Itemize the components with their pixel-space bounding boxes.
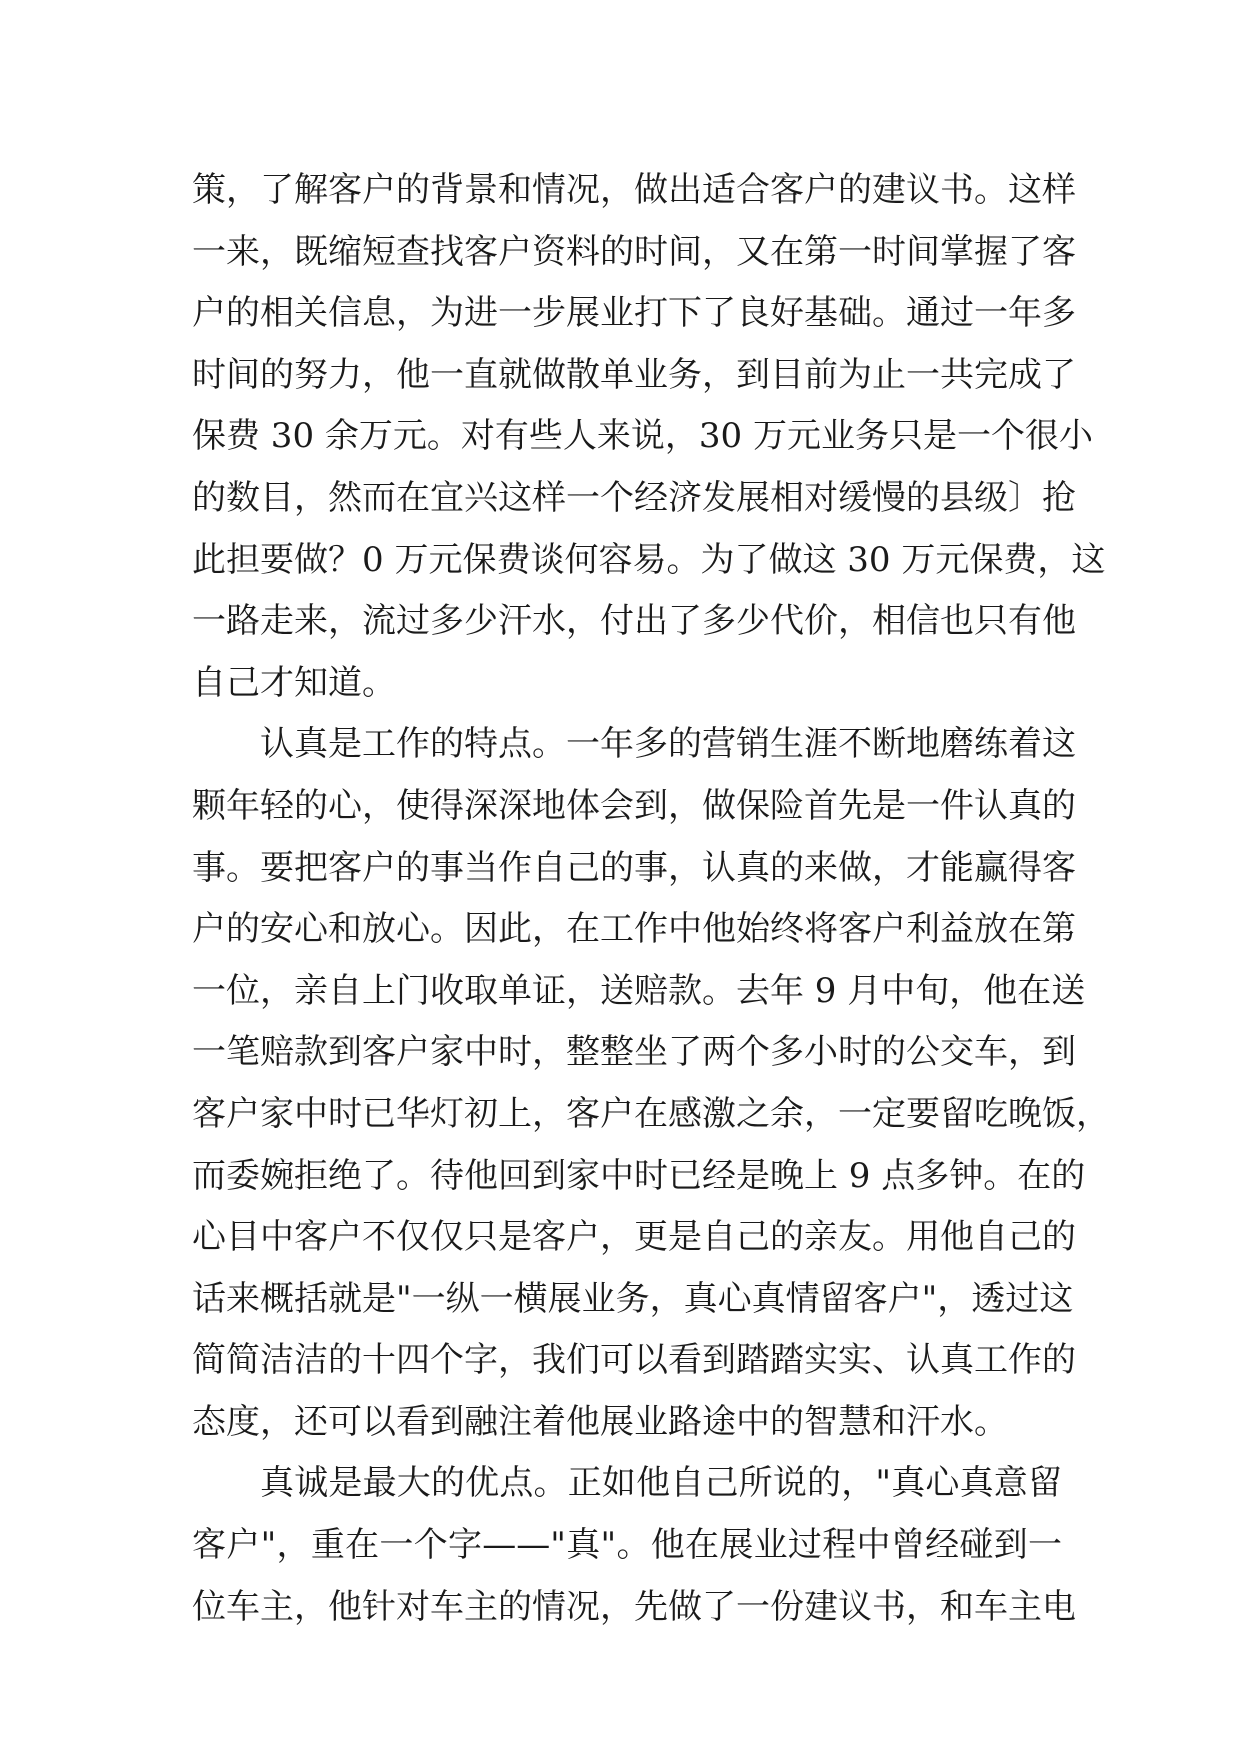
text-line: 客户家中时已华灯初上，客户在感激之余，一定要留吃晚饭， <box>192 1093 1110 1134</box>
text-line: 自己才知道。 <box>192 662 396 703</box>
text-line: 时间的努力，他一直就做散单业务，到目前为止一共完成了 <box>192 354 1076 395</box>
text-line: 位车主，他针对车主的情况，先做了一份建议书，和车主电 <box>192 1586 1076 1627</box>
text-line: 态度，还可以看到融注着他展业路途中的智慧和汗水。 <box>192 1401 1008 1442</box>
body-text <box>192 160 1110 1638</box>
text-line: 客户"，重在一个字——"真"。他在展业过程中曾经碰到一 <box>192 1525 1062 1566</box>
text-line: 一路走来，流过多少汗水，付出了多少代价，相信也只有他 <box>192 601 1076 642</box>
text-line: 一位，亲自上门收取单证，送赔款。去年 9 月中旬，他在送 <box>192 970 1086 1011</box>
paragraph <box>192 1453 1076 1638</box>
text-line: 话来概括就是"一纵一横展业务，真心真情留客户"，透过这 <box>192 1278 1074 1319</box>
text-line: 策，了解客户的背景和情况，做出适合客户的建议书。这样 <box>192 170 1076 210</box>
paragraph <box>192 160 1106 714</box>
text-line: 一来，既缩短查找客户资料的时间，又在第一时间掌握了客 <box>192 231 1076 272</box>
text-line: 户的安心和放心。因此，在工作中他始终将客户利益放在第 <box>192 909 1076 950</box>
text-line: 事。要把客户的事当作自己的事，认真的来做，才能赢得客 <box>192 847 1076 888</box>
text-line: 颗年轻的心，使得深深地体会到，做保险首先是一件认真的 <box>192 785 1076 826</box>
text-line: 保费 30 余万元。对有些人来说，30 万元业务只是一个很小 <box>192 416 1093 457</box>
paragraph <box>192 714 1110 1453</box>
text-line: 真诚是最大的优点。正如他自己所说的，"真心真意留 <box>260 1463 1062 1504</box>
text-line: 认真是工作的特点。一年多的营销生涯不断地磨练着这 <box>260 724 1076 765</box>
text-line: 心目中客户不仅仅只是客户，更是自己的亲友。用他自己的 <box>192 1217 1076 1258</box>
text-line: 户的相关信息，为进一步展业打下了良好基础。通过一年多 <box>192 293 1076 334</box>
text-line: 而委婉拒绝了。待他回到家中时已经是晚上 9 点多钟。在的 <box>192 1155 1086 1196</box>
text-line: 此担要做？0 万元保费谈何容易。为了做这 30 万元保费，这 <box>192 539 1106 580</box>
text-line: 简简洁洁的十四个字，我们可以看到踏踏实实、认真工作的 <box>192 1340 1076 1381</box>
text-line: 的数目，然而在宜兴这样一个经济发展相对缓慢的县级〕抢 <box>192 477 1076 518</box>
text-line: 一笔赔款到客户家中时，整整坐了两个多小时的公交车，到 <box>192 1032 1076 1073</box>
